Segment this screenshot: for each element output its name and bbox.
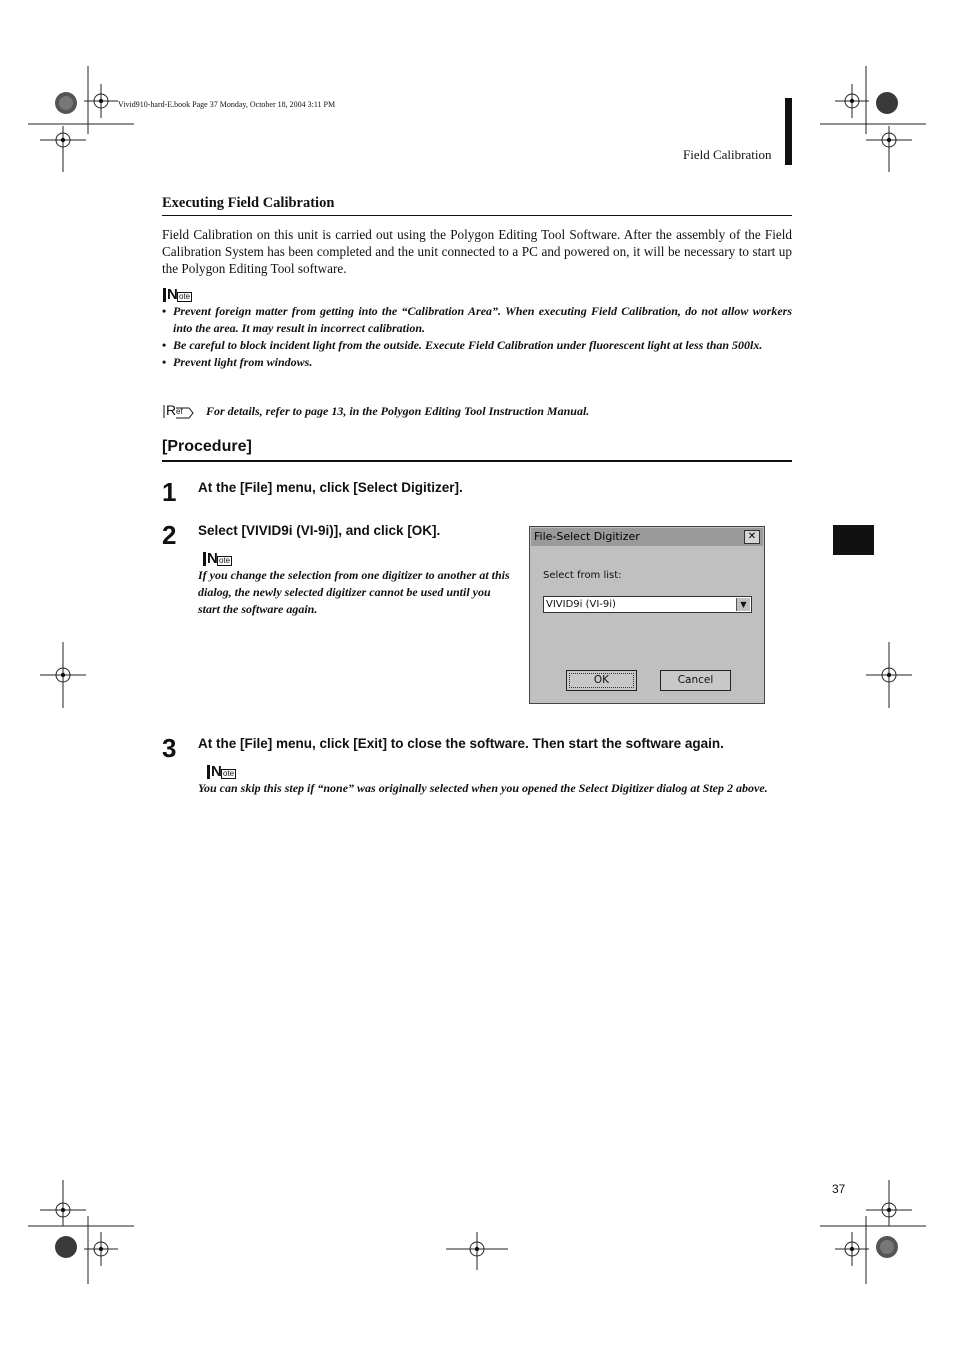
list-item: • Prevent light from windows. (162, 355, 313, 369)
print-file-info: Vivid910-hard-E.book Page 37 Monday, October 18, 2004 3:11 PM (118, 100, 336, 109)
step-text: Select [VIVID9i (VI-9i)], and click [OK]. (198, 523, 441, 538)
procedure-title: [Procedure] (162, 438, 252, 455)
step-text: At the [File] menu, click [Exit] to close the software. Then start the software again. (198, 736, 724, 751)
list-item: • Be careful to block incident light from the outside. Execute Field Calibration under fluorescent light at less than 500lx. (162, 338, 763, 352)
close-icon[interactable]: ✕ (744, 530, 760, 544)
reference-text: For details, refer to page 13, in the Polygon Editing Tool Instruction Manual. (206, 404, 590, 418)
step-number: 1 (162, 477, 177, 507)
step-note: You can skip this step if “none” was originally selected when you opened the Select Digitizer dialog at Step 2 above. (198, 781, 768, 795)
section-rule (162, 215, 792, 216)
step-note: If you change the selection from one digitizer to another at this dialog, the newly selected digitizer cannot be used until you start the software again. (198, 568, 510, 616)
intro-paragraph: Field Calibration on this unit is carried out using the Polygon Editing Tool Software. After the assembly of the Field Calibration System has been completed and the unit connected to a PC and powered on, it will be necessary to start up the Polygon Editing Tool software. (162, 227, 792, 276)
running-head: Field Calibration (683, 147, 772, 162)
select-digitizer-dialog (529, 526, 765, 704)
chapter-side-tab (833, 525, 874, 555)
dialog-titlebar[interactable] (531, 528, 763, 546)
dialog-title: File-Select Digitizer (534, 530, 640, 543)
cancel-button[interactable]: Cancel (660, 670, 731, 691)
step-number: 3 (162, 733, 177, 763)
procedure-rule (162, 460, 792, 462)
digitizer-select[interactable] (543, 596, 752, 613)
note-list (162, 303, 792, 371)
list-item: • Prevent foreign matter from getting into the “Calibration Area”. When executing Field Calibration, do not allow workers into the area. It may result in incorrect calibration. (162, 304, 792, 335)
step-number: 2 (162, 520, 177, 550)
header-thumb-bar (785, 98, 792, 165)
select-from-list-label: Select from list: (543, 570, 622, 581)
ok-button[interactable]: OK (566, 670, 637, 691)
reference-icon: R ef (163, 404, 195, 420)
page-number: 37 (832, 1182, 846, 1196)
step-text: At the [File] menu, click [Select Digitizer]. (198, 480, 463, 495)
chevron-down-icon[interactable]: ▼ (736, 598, 750, 611)
section-title: Executing Field Calibration (162, 195, 335, 211)
digitizer-select-value: VIVID9i (VI-9i) (546, 599, 616, 610)
